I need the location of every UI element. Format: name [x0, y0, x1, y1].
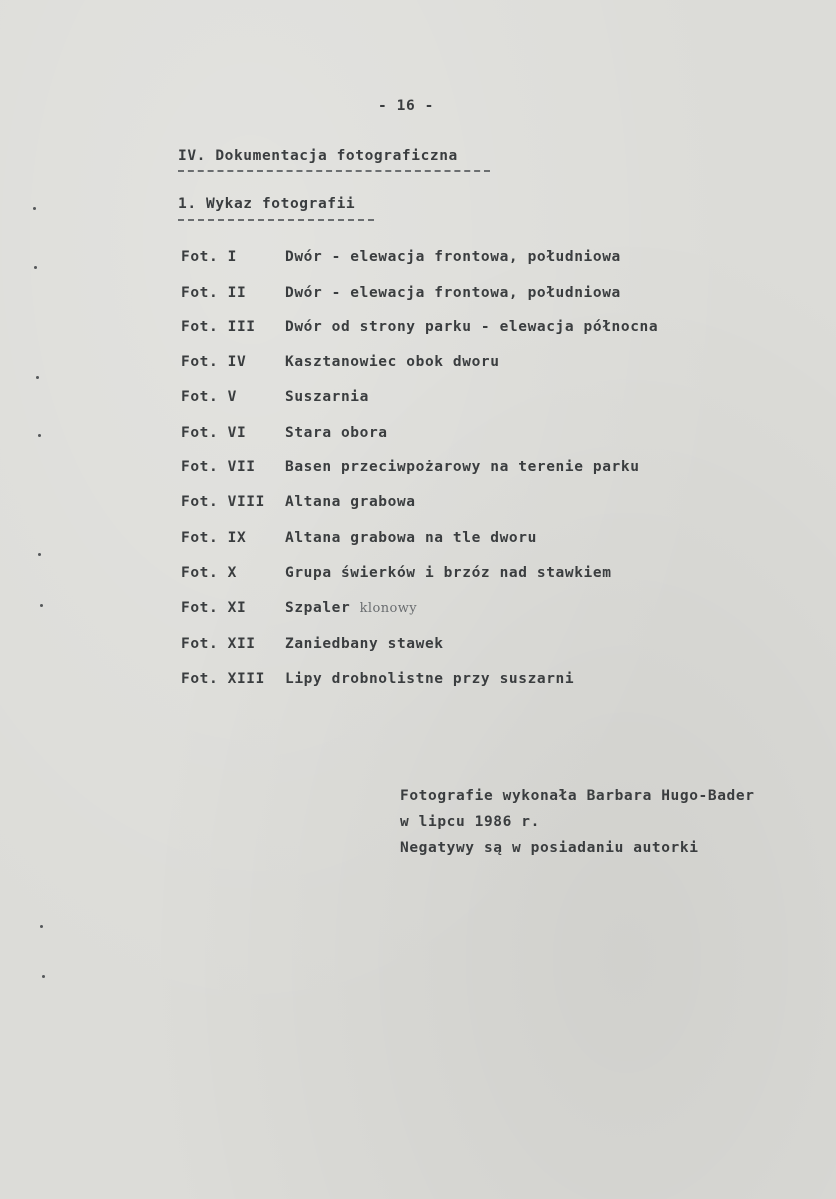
photo-number: Fot. IV — [181, 354, 247, 370]
photo-number: Fot. IX — [181, 530, 247, 546]
handwritten-word: klonowy — [359, 601, 417, 616]
photo-description: Lipy drobnolistne przy suszarni — [285, 671, 575, 687]
photo-number: Fot. VII — [181, 459, 256, 475]
photo-description: Grupa świerków i brzóz nad stawkiem — [285, 565, 612, 581]
photo-number: Fot. XII — [181, 636, 256, 652]
photo-number: Fot. II — [181, 285, 247, 301]
photo-number: Fot. XIII — [181, 671, 265, 687]
section-title-underline — [178, 170, 490, 172]
photo-description: Dwór - elewacja frontowa, południowa — [285, 285, 621, 301]
scan-speck — [38, 553, 41, 556]
photo-description: Dwór od strony parku - elewacja północna — [285, 319, 659, 335]
scan-speck — [42, 975, 45, 978]
photo-description: Suszarnia — [285, 389, 369, 405]
scan-speck — [36, 376, 39, 379]
subsection-title-underline — [178, 219, 374, 221]
credits-line-date: w lipcu 1986 r. — [400, 814, 540, 830]
photo-description: Zaniedbany stawek — [285, 636, 444, 652]
photo-credits — [400, 788, 755, 866]
scan-speck — [33, 207, 36, 210]
photo-description: Altana grabowa na tle dworu — [285, 530, 537, 546]
photo-number: Fot. XI — [181, 600, 247, 616]
scan-speck — [38, 434, 41, 437]
photo-number: Fot. V — [181, 389, 237, 405]
photo-description: Basen przeciwpożarowy na terenie parku — [285, 459, 640, 475]
subsection-title: 1. Wykaz fotografii — [178, 196, 356, 212]
page-number: - 16 - — [378, 98, 434, 114]
scan-speck — [40, 925, 43, 928]
photo-number: Fot. I — [181, 249, 237, 265]
credits-line-negatives: Negatywy są w posiadaniu autorki — [400, 840, 699, 856]
section-title: IV. Dokumentacja fotograficzna — [178, 148, 458, 164]
photo-number: Fot. VIII — [181, 494, 265, 510]
photo-description: Stara obora — [285, 425, 388, 441]
photo-description-typed: Szpaler — [285, 600, 351, 616]
photo-number: Fot. VI — [181, 425, 247, 441]
photo-number: Fot. III — [181, 319, 256, 335]
photo-description: Altana grabowa — [285, 494, 416, 510]
photo-description: Kasztanowiec obok dworu — [285, 354, 500, 370]
photo-number: Fot. X — [181, 565, 237, 581]
photo-description — [285, 600, 417, 616]
credits-line-author: Fotografie wykonała Barbara Hugo-Bader — [400, 788, 755, 804]
scan-speck — [34, 266, 37, 269]
photo-description: Dwór - elewacja frontowa, południowa — [285, 249, 621, 265]
scan-speck — [40, 604, 43, 607]
